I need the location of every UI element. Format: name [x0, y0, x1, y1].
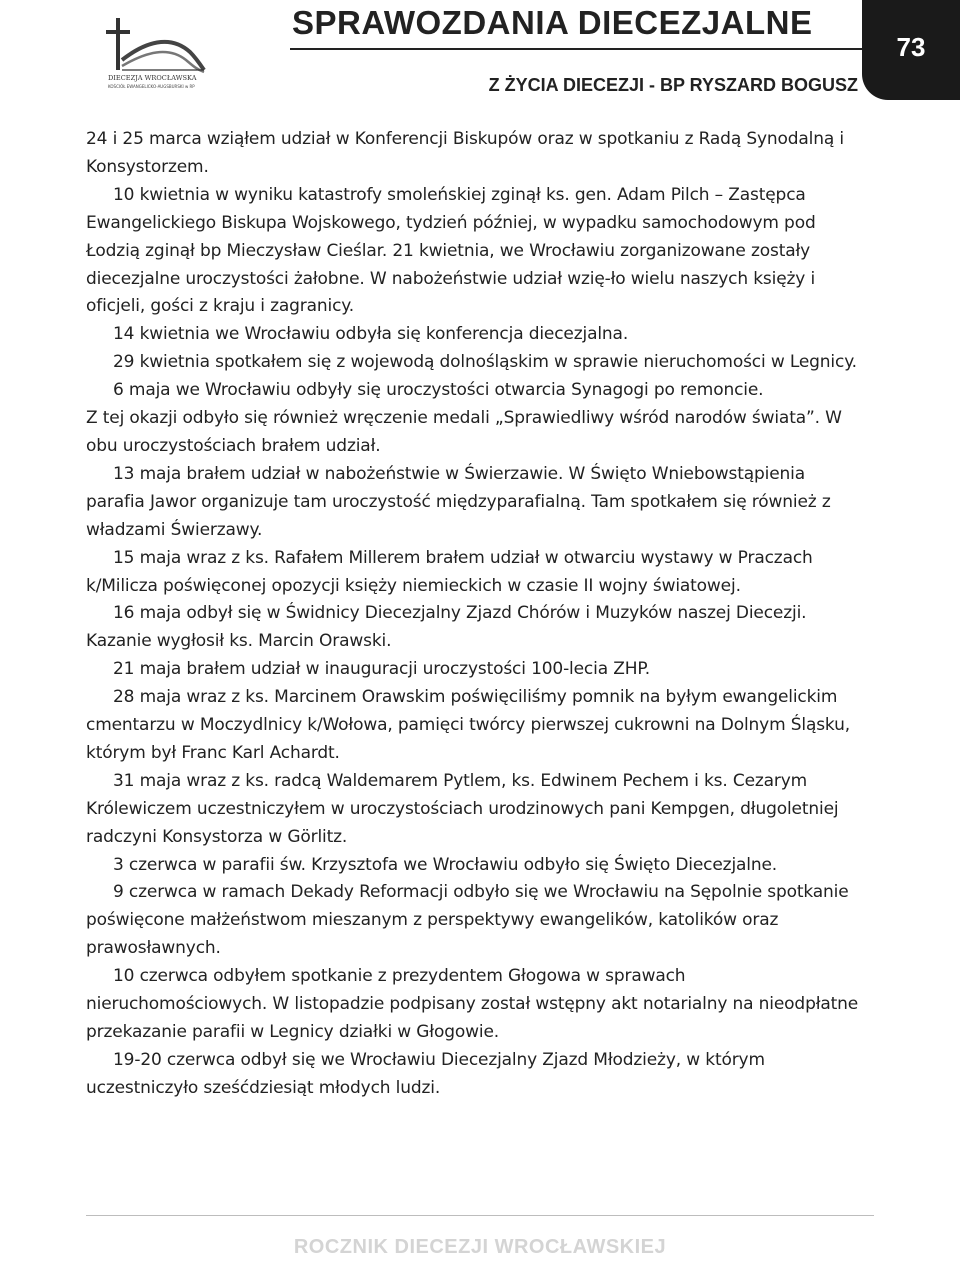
paragraph: 14 kwietnia we Wrocławiu odbyła się konferencja diecezjalna.	[113, 324, 629, 345]
paragraph: 15 maja wraz z ks. Rafałem Millerem brałem udział w otwarciu wystawy w Praczach k/Milicza poświęconej opozycji księży niemieckich w czasie II wojny światowej.	[86, 547, 813, 596]
page-header	[0, 0, 960, 110]
page-number: 73	[896, 32, 926, 62]
diocese-logo	[100, 14, 208, 94]
paragraph: 29 kwietnia spotkałem się z wojewodą dolnośląskim w sprawie nieruchomości w Legnicy.	[113, 352, 857, 373]
running-title: SPRAWOZDANIA DIECEZJALNE	[292, 4, 813, 41]
paragraph: 10 czerwca odbyłem spotkanie z prezydentem Głogowa w sprawach nieruchomościowych. W listopadzie podpisany został wstępny akt notarialny na nieodpłatne przekazanie parafii w Legnicy działki w Głogowie.	[86, 966, 859, 1042]
logo-text-line2: KOŚCIÓŁ EWANGELICKO-AUGSBURSKI w RP	[108, 84, 195, 89]
paragraph: 13 maja brałem udział w nabożeństwie w Świerzawie. W Święto Wniebowstąpienia parafia Jawor organizuje tam uroczystość międzyparafialną. Tam spotkałem się również z władzami Świerzawy.	[86, 463, 831, 540]
article-body	[86, 126, 862, 1103]
paragraph: 10 kwietnia w wyniku katastrofy smoleńskiej zginął ks. gen. Adam Pilch – Zastępca Ewangelickiego Biskupa Wojskowego, tydzień później, w wypadku samochodowym pod Łodzią zginął bp Mieczysław Cieślar. 21 kwietnia, we Wrocławiu zorganizowane zostały diecezjalne uroczystości żałobne. W nabożeństwie udział wzię-ło wielu naszych księży i oficjeli, gości z kraju i zagranicy.	[86, 184, 816, 317]
footer-rule	[86, 1215, 874, 1216]
paragraph: 31 maja wraz z ks. radcą Waldemarem Pytlem, ks. Edwinem Pechem i ks. Cezarym Królewiczem uczestniczyłem w uroczystościach urodzinowych pani Kempgen, długoletniej radczyni Konsystorza w Görlitz.	[86, 770, 839, 847]
paragraph: 21 maja brałem udział w inauguracji uroczystości 100-lecia ZHP.	[113, 659, 651, 680]
logo-text-line1: DIECEZJA WROCŁAWSKA	[108, 74, 197, 82]
paragraph: 28 maja wraz z ks. Marcinem Orawskim poświęciliśmy pomnik na byłym ewangelickim cmentarzu w Moczydlnicy k/Wołowa, pamięci twórcy pierwszej cukrowni na Dolnym Śląsku, którym był Franc Karl Achardt.	[86, 687, 850, 763]
paragraph: 24 i 25 marca wziąłem udział w Konferencji Biskupów oraz w spotkaniu z Radą Synodalną i Konsystorzem.	[86, 129, 844, 177]
paragraph: Z tej okazji odbyło się również wręczenie medali „Sprawiedliwy wśród narodów świata”. W obu uroczystościach brałem udział.	[86, 408, 842, 456]
header-rule	[290, 48, 875, 50]
paragraph: 6 maja we Wrocławiu odbyły się uroczystości otwarcia Synagogi po remoncie.	[113, 380, 764, 401]
paragraph: 19-20 czerwca odbył się we Wrocławiu Diecezjalny Zjazd Młodzieży, w którym uczestniczyło sześćdziesiąt młodych ludzi.	[86, 1049, 765, 1098]
paragraph: 9 czerwca w ramach Dekady Reformacji odbyło się we Wrocławiu na Sępolnie spotkanie poświęcone małżeństwom mieszanym z perspektywy ewangelików, katolików oraz prawosławnych.	[86, 882, 849, 959]
running-footer: ROCZNIK DIECEZJI WROCŁAWSKIEJ	[293, 1236, 667, 1258]
paragraph: 16 maja odbył się w Świdnicy Diecezjalny Zjazd Chórów i Muzyków naszej Diecezji. Kazanie wygłosił ks. Marcin Orawski.	[86, 603, 807, 652]
paragraph: 3 czerwca w parafii św. Krzysztofa we Wrocławiu odbyło się Święto Diecezjalne.	[113, 854, 778, 875]
running-subtitle: Z ŻYCIA DIECEZJI - BP RYSZARD BOGUSZ	[488, 75, 858, 95]
